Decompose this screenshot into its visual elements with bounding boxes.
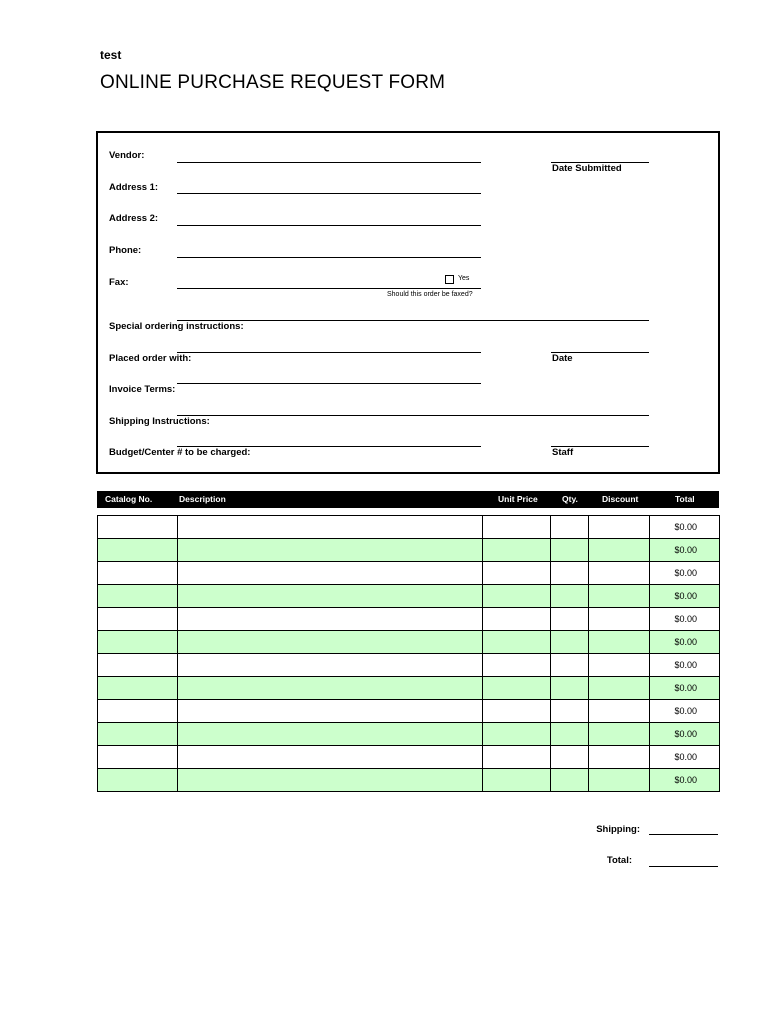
total-cell: $0.00 bbox=[650, 677, 720, 700]
table-row bbox=[98, 608, 720, 631]
catalog-cell[interactable] bbox=[98, 677, 178, 700]
invoice-terms-field[interactable] bbox=[177, 383, 481, 384]
catalog-cell[interactable] bbox=[98, 700, 178, 723]
col-unit-price-header: Unit Price bbox=[498, 494, 538, 504]
description-cell[interactable] bbox=[178, 654, 483, 677]
total-cell: $0.00 bbox=[650, 562, 720, 585]
discount-cell[interactable] bbox=[589, 700, 650, 723]
unit-price-cell[interactable] bbox=[483, 516, 551, 539]
table-row bbox=[98, 654, 720, 677]
unit-price-cell[interactable] bbox=[483, 746, 551, 769]
col-total-header: Total bbox=[675, 494, 695, 504]
total-cell: $0.00 bbox=[650, 654, 720, 677]
unit-price-cell[interactable] bbox=[483, 654, 551, 677]
unit-price-cell[interactable] bbox=[483, 700, 551, 723]
description-cell[interactable] bbox=[178, 700, 483, 723]
discount-cell[interactable] bbox=[589, 769, 650, 792]
fax-label: Fax: bbox=[109, 277, 129, 288]
catalog-cell[interactable] bbox=[98, 516, 178, 539]
total-cell: $0.00 bbox=[650, 723, 720, 746]
placed-order-label: Placed order with: bbox=[109, 353, 192, 364]
phone-label: Phone: bbox=[109, 245, 142, 256]
table-row bbox=[98, 723, 720, 746]
items-table bbox=[97, 515, 720, 792]
address2-field[interactable] bbox=[177, 225, 481, 226]
discount-cell[interactable] bbox=[589, 585, 650, 608]
qty-cell[interactable] bbox=[551, 677, 589, 700]
discount-cell[interactable] bbox=[589, 516, 650, 539]
vendor-label: Vendor: bbox=[109, 150, 145, 161]
total-cell: $0.00 bbox=[650, 746, 720, 769]
description-cell[interactable] bbox=[178, 723, 483, 746]
table-row bbox=[98, 585, 720, 608]
discount-cell[interactable] bbox=[589, 723, 650, 746]
description-cell[interactable] bbox=[178, 769, 483, 792]
total-cell: $0.00 bbox=[650, 539, 720, 562]
total-cell: $0.00 bbox=[650, 769, 720, 792]
qty-cell[interactable] bbox=[551, 608, 589, 631]
address2-label: Address 2: bbox=[109, 213, 159, 224]
invoice-terms-label: Invoice Terms: bbox=[109, 384, 176, 395]
col-qty-header: Qty. bbox=[562, 494, 578, 504]
shipping-label: Shipping: bbox=[596, 824, 640, 835]
discount-cell[interactable] bbox=[589, 608, 650, 631]
description-cell[interactable] bbox=[178, 585, 483, 608]
special-instructions-field[interactable] bbox=[177, 320, 649, 321]
total-cell: $0.00 bbox=[650, 608, 720, 631]
col-catalog-header: Catalog No. bbox=[105, 494, 153, 504]
address1-field[interactable] bbox=[177, 193, 481, 194]
qty-cell[interactable] bbox=[551, 746, 589, 769]
description-cell[interactable] bbox=[178, 608, 483, 631]
catalog-cell[interactable] bbox=[98, 539, 178, 562]
qty-cell[interactable] bbox=[551, 769, 589, 792]
catalog-cell[interactable] bbox=[98, 631, 178, 654]
catalog-cell[interactable] bbox=[98, 769, 178, 792]
discount-cell[interactable] bbox=[589, 654, 650, 677]
unit-price-cell[interactable] bbox=[483, 562, 551, 585]
table-row bbox=[98, 539, 720, 562]
catalog-cell[interactable] bbox=[98, 608, 178, 631]
unit-price-cell[interactable] bbox=[483, 769, 551, 792]
discount-cell[interactable] bbox=[589, 539, 650, 562]
table-row bbox=[98, 700, 720, 723]
qty-cell[interactable] bbox=[551, 585, 589, 608]
discount-cell[interactable] bbox=[589, 677, 650, 700]
total-cell: $0.00 bbox=[650, 631, 720, 654]
special-instructions-label: Special ordering instructions: bbox=[109, 321, 244, 332]
shipping-instructions-field[interactable] bbox=[177, 415, 649, 416]
fax-field[interactable] bbox=[177, 288, 481, 289]
total-label: Total: bbox=[606, 855, 632, 866]
fax-yes-checkbox[interactable] bbox=[445, 275, 454, 284]
catalog-cell[interactable] bbox=[98, 723, 178, 746]
description-cell[interactable] bbox=[178, 516, 483, 539]
unit-price-cell[interactable] bbox=[483, 539, 551, 562]
vendor-field[interactable] bbox=[177, 162, 481, 163]
discount-cell[interactable] bbox=[589, 562, 650, 585]
address1-label: Address 1: bbox=[109, 182, 159, 193]
description-cell[interactable] bbox=[178, 677, 483, 700]
unit-price-cell[interactable] bbox=[483, 677, 551, 700]
form-title: ONLINE PURCHASE REQUEST FORM bbox=[100, 72, 446, 93]
qty-cell[interactable] bbox=[551, 539, 589, 562]
col-discount-header: Discount bbox=[602, 494, 639, 504]
total-cell: $0.00 bbox=[650, 585, 720, 608]
qty-cell[interactable] bbox=[551, 654, 589, 677]
table-row bbox=[98, 746, 720, 769]
description-cell[interactable] bbox=[178, 539, 483, 562]
date-submitted-label: Date Submitted bbox=[552, 163, 622, 174]
discount-cell[interactable] bbox=[589, 631, 650, 654]
placed-order-field[interactable] bbox=[177, 352, 481, 353]
budget-label: Budget/Center # to be charged: bbox=[109, 447, 251, 458]
unit-price-cell[interactable] bbox=[483, 608, 551, 631]
qty-cell[interactable] bbox=[551, 562, 589, 585]
catalog-cell[interactable] bbox=[98, 654, 178, 677]
table-row bbox=[98, 677, 720, 700]
table-row bbox=[98, 562, 720, 585]
shipping-instructions-label: Shipping Instructions: bbox=[109, 416, 210, 427]
table-row bbox=[98, 631, 720, 654]
description-cell[interactable] bbox=[178, 631, 483, 654]
catalog-cell[interactable] bbox=[98, 746, 178, 769]
discount-cell[interactable] bbox=[589, 746, 650, 769]
description-cell[interactable] bbox=[178, 746, 483, 769]
order-date-label: Date bbox=[552, 353, 573, 364]
col-description-header: Description bbox=[179, 494, 226, 504]
catalog-cell[interactable] bbox=[98, 562, 178, 585]
shipping-field[interactable] bbox=[649, 834, 718, 835]
company-name: test bbox=[100, 48, 122, 62]
staff-label: Staff bbox=[552, 447, 574, 458]
qty-cell[interactable] bbox=[551, 516, 589, 539]
phone-field[interactable] bbox=[177, 257, 481, 258]
unit-price-cell[interactable] bbox=[483, 723, 551, 746]
qty-cell[interactable] bbox=[551, 700, 589, 723]
unit-price-cell[interactable] bbox=[483, 631, 551, 654]
total-cell: $0.00 bbox=[650, 516, 720, 539]
fax-question-label: Should this order be faxed? bbox=[387, 291, 473, 298]
catalog-cell[interactable] bbox=[98, 585, 178, 608]
grand-total-field[interactable] bbox=[649, 866, 718, 867]
table-row bbox=[98, 769, 720, 792]
table-row bbox=[98, 516, 720, 539]
total-cell: $0.00 bbox=[650, 700, 720, 723]
items-table-header bbox=[97, 491, 719, 508]
qty-cell[interactable] bbox=[551, 631, 589, 654]
unit-price-cell[interactable] bbox=[483, 585, 551, 608]
description-cell[interactable] bbox=[178, 562, 483, 585]
qty-cell[interactable] bbox=[551, 723, 589, 746]
fax-yes-label: Yes bbox=[458, 275, 470, 282]
